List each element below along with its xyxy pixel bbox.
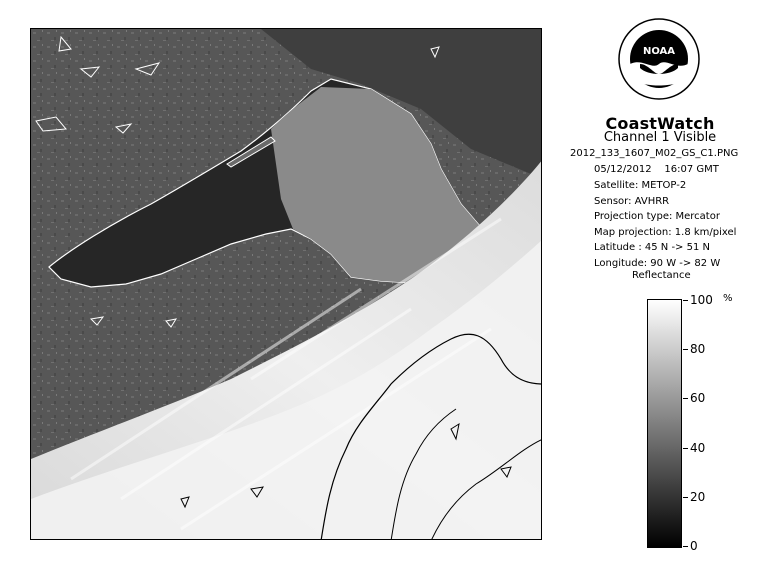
noaa-logo xyxy=(618,18,700,100)
colorbar-tick xyxy=(683,349,688,350)
time-text: 16:07 GMT xyxy=(664,164,719,175)
colorbar-tick-label: 60 xyxy=(690,391,706,406)
colorbar-tick-label: 40 xyxy=(690,440,706,455)
noaa-logo-svg xyxy=(618,18,700,100)
colorbar xyxy=(647,299,682,548)
map-projection-text: Map projection: 1.8 km/pixel xyxy=(594,226,737,238)
channel-subtitle: Channel 1 Visible xyxy=(603,130,717,145)
colorbar-tick xyxy=(683,546,688,547)
colorbar-tick-label: 0 xyxy=(690,539,698,553)
projection-type-text: Projection type: Mercator xyxy=(594,211,720,223)
metadata-block xyxy=(594,178,736,272)
colorbar-tick xyxy=(683,300,688,301)
satellite-text: Satellite: METOP-2 xyxy=(594,180,687,191)
latitude-text: Latitude : 45 N -> 51 N xyxy=(594,242,710,254)
sensor-text: Sensor: AVHRR xyxy=(594,195,670,207)
datetime xyxy=(594,162,719,178)
logo-label: NOAA xyxy=(642,46,676,57)
app-title: CoastWatch xyxy=(605,114,715,133)
filename: 2012_133_1607_M02_GS_C1.PNG xyxy=(570,148,739,159)
colorbar-title: Reflectance xyxy=(632,270,691,281)
colorbar-tick xyxy=(683,497,688,498)
satellite-map-svg xyxy=(31,29,542,540)
colorbar-tick xyxy=(683,398,688,399)
colorbar-tick-label: 20 xyxy=(690,489,706,504)
colorbar-tick xyxy=(683,448,688,449)
colorbar-tick-label: 80 xyxy=(690,342,706,357)
satellite-image xyxy=(30,28,542,540)
date-text: 05/12/2012 xyxy=(594,164,652,175)
colorbar-unit: % xyxy=(723,293,733,304)
colorbar-tick-label: 100 xyxy=(690,293,713,307)
longitude-text: Longitude: 90 W -> 82 W xyxy=(594,257,721,269)
